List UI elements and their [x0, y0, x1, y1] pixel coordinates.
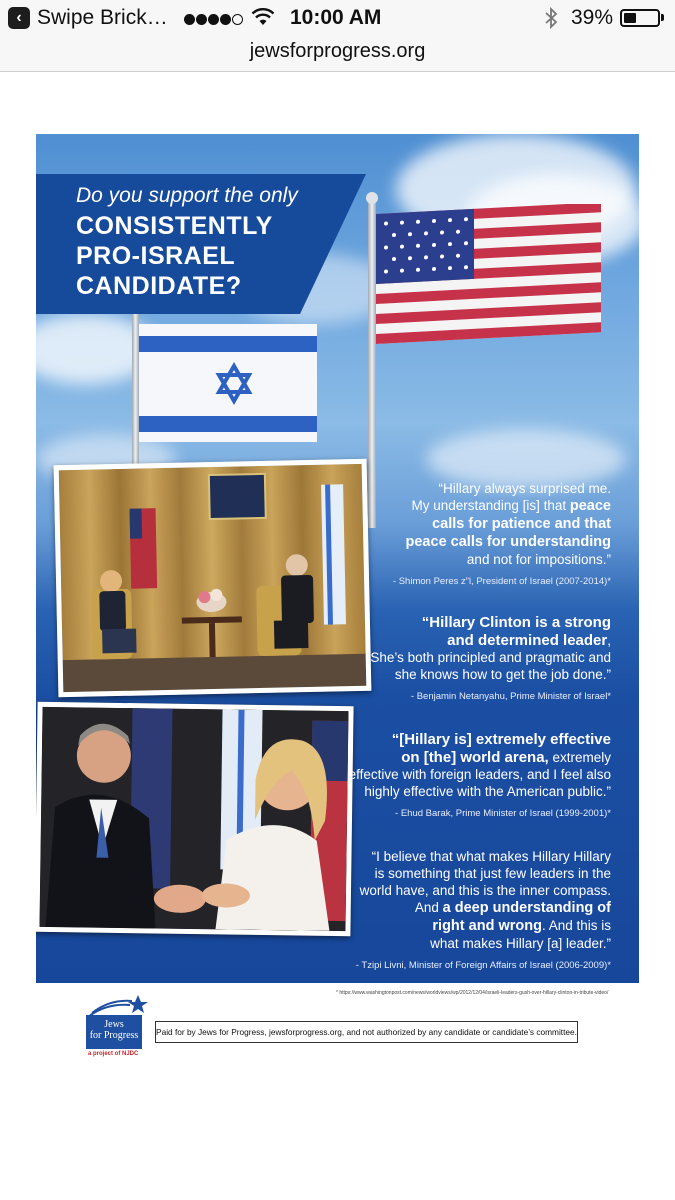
- logo-line-2: for Progress: [89, 1030, 139, 1041]
- quote-livni-line: what makes Hillary [a] leader.”: [430, 936, 611, 951]
- clock-time: 10:00 AM: [290, 6, 382, 29]
- quote-livni-text: . And this is: [541, 918, 611, 933]
- quote-netanyahu-line: she knows how to get the job done.”: [394, 667, 611, 682]
- quote-peres-line: [393, 497, 611, 515]
- jews-for-progress-logo: [86, 993, 150, 1065]
- logo-wordmark: [86, 1015, 142, 1049]
- quote-peres-line: [393, 515, 611, 533]
- quote-livni-attribution: - Tzipi Livni, Minister of Foreign Affairs of Israel (2006-2009)*: [355, 960, 611, 971]
- quote-barak-line: [349, 749, 611, 766]
- quote-livni-line: [356, 917, 611, 935]
- quote-netanyahu-bold: and determined leader: [447, 632, 608, 649]
- chevron-left-icon: ‹: [16, 9, 22, 26]
- quote-barak-text: extremely: [552, 750, 611, 765]
- battery-level-fill: [624, 13, 636, 23]
- quote-peres: [393, 480, 611, 587]
- logo-subtitle: a project of NJDC: [88, 1051, 139, 1057]
- headline-line-2: PRO-ISRAEL: [76, 242, 236, 270]
- battery-icon: [620, 9, 660, 27]
- source-footnote: * https://www.washingtonpost.com/news/worldviews/wp/2012/12/04/israeli-leaders-gush-over-hillary-clinton-in-tribute-video/: [336, 990, 609, 996]
- quote-netanyahu-line: She’s both principled and pragmatic and: [370, 650, 611, 665]
- quote-peres-bold: peace: [569, 498, 611, 514]
- quote-livni-line: world have, and this is the inner compass.: [359, 883, 611, 898]
- israel-flag-image: [139, 324, 319, 444]
- quote-peres-line: “Hillary always surprised me.: [438, 481, 611, 496]
- quote-barak: [349, 731, 611, 819]
- quote-peres-line: and not for impositions.”: [466, 552, 611, 567]
- meeting-photo: [54, 459, 372, 698]
- bluetooth-icon: [543, 6, 559, 30]
- headline-line-3: CANDIDATE?: [76, 272, 242, 300]
- quote-peres-attribution: - Shimon Peres z”l, President of Israel (2007-2014)*: [392, 576, 611, 587]
- quote-peres-bold: peace calls for understanding: [405, 534, 611, 550]
- quote-barak-bold: on [the] world arena,: [401, 749, 549, 766]
- url-text[interactable]: jewsforprogress.org: [249, 40, 426, 62]
- quote-livni-line: [356, 899, 611, 917]
- quote-barak-line: highly effective with the American public.”: [364, 784, 611, 799]
- quote-netanyahu-attribution: - Benjamin Netanyahu, Prime Minister of Israel*: [410, 691, 611, 702]
- quote-peres-bold: calls for patience and that: [432, 516, 611, 532]
- us-flag-image: [376, 204, 604, 346]
- quote-barak-attribution: - Ehud Barak, Prime Minister of Israel (1999-2001)*: [395, 808, 611, 819]
- quote-livni-text: And: [414, 900, 439, 915]
- battery-tip: [661, 14, 664, 21]
- battery-percent: 39%: [571, 6, 614, 29]
- quote-netanyahu-line: and determined leader,: [447, 632, 611, 649]
- quote-netanyahu-lead: “Hillary Clinton is a strong: [421, 614, 611, 631]
- quote-netanyahu: [370, 614, 611, 702]
- signal-strength-icon: [184, 12, 244, 24]
- quote-barak-line: effective with foreign leaders, and I feel also: [348, 767, 611, 782]
- back-app-name[interactable]: Swipe Brick…: [37, 6, 168, 29]
- headline-question: Do you support the only: [76, 184, 298, 207]
- quote-livni-line: “I believe that what makes Hillary Hillary: [371, 849, 611, 864]
- quote-peres-text: My understanding [is] that: [411, 498, 567, 513]
- status-bar: [0, 0, 675, 36]
- quote-livni-bold: right and wrong: [432, 918, 542, 934]
- flagpole: [368, 198, 376, 528]
- campaign-poster: [36, 134, 639, 983]
- quote-barak-lead: “[Hillary is] extremely effective: [391, 731, 611, 748]
- address-bar[interactable]: [0, 36, 675, 72]
- quote-livni-line: is something that just few leaders in the: [374, 866, 611, 881]
- back-to-app-button[interactable]: [8, 7, 30, 29]
- handshake-photo: [36, 702, 354, 936]
- wifi-icon: [251, 8, 275, 26]
- logo-line-1: Jews: [104, 1019, 124, 1030]
- quote-livni: [356, 848, 611, 971]
- quote-peres-line: [393, 533, 611, 551]
- headline-line-1: CONSISTENTLY: [76, 212, 273, 240]
- quote-livni-bold: a deep understanding of: [442, 900, 611, 916]
- paid-for-disclaimer: Paid for by Jews for Progress, jewsforprogress.org, and not authorized by any candidate or candidate’s committee.: [155, 1021, 578, 1043]
